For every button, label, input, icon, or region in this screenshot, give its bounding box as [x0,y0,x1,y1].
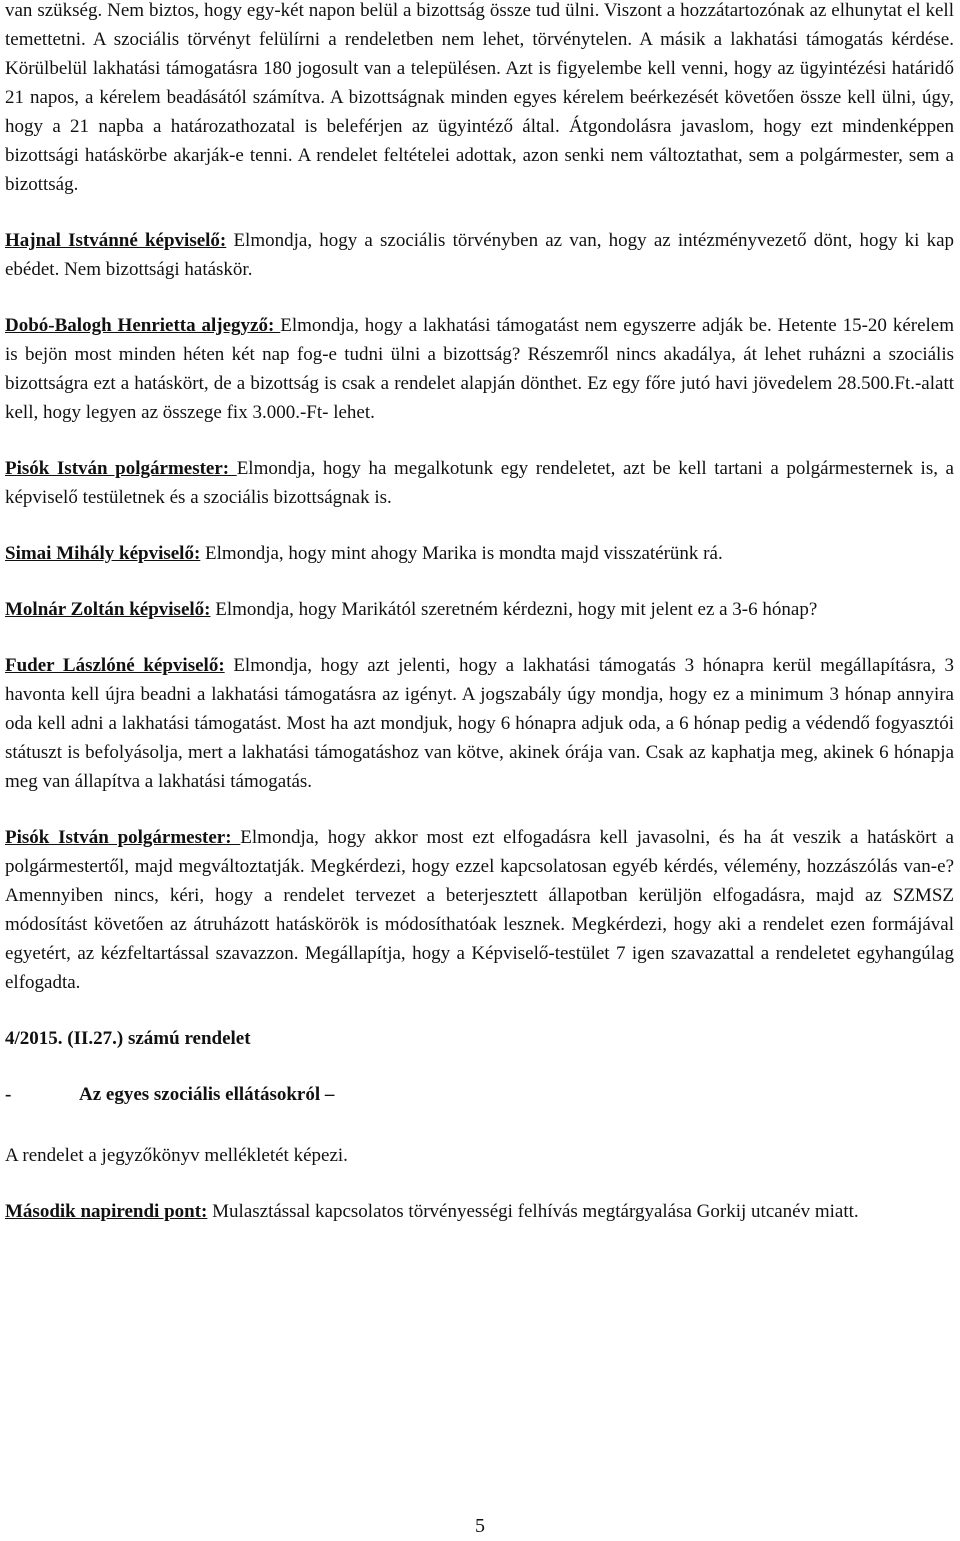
statement-simai [5,539,954,568]
annex-note: A rendelet a jegyzőkönyv mellékletét képezi. [5,1145,348,1166]
speaker-label: Simai Mihály képviselő: [5,543,201,564]
statement-pisok-1 [5,454,954,512]
statement-text: Elmondja, hogy ha megalkotunk egy rendeletet, azt be kell tartani a polgármesternek is, a képviselő testületnek és a szociális bizottságnak is. [5,458,954,508]
agenda-item [5,1197,954,1226]
statement-text: Elmondja, hogy Marikától szeretném kérdezni, hogy mit jelent ez a 3-6 hónap? [210,599,818,620]
statement-fuder [5,651,954,796]
statement-text: Elmondja, hogy a lakhatási támogatást nem egyszerre adják be. Hetente 15-20 kérelem is bejön most minden héten két nap fog-e tudni ülni a bizottság? Részemről nincs akadálya, át lehet ruházni a szociális bizottságra ezt a hatáskört, de a bizottság is csak a rendelet alapján dönthet. Ez egy főre jutó havi jövedelem 28.500.Ft.-alatt kell, hogy legyen az összege fix 3.000.-Ft- lehet. [5,315,954,423]
agenda-text: Mulasztással kapcsolatos törvényességi felhívás megtárgyalása Gorkij utcanév miatt. [207,1201,859,1222]
statement-dobo-balogh [5,311,954,427]
decree-number: 4/2015. (II.27.) számú rendelet [5,1028,251,1049]
agenda-label: Második napirendi pont: [5,1201,208,1222]
speaker-label: Hajnal Istvánné képviselő: [5,230,227,251]
statement-molnar [5,595,954,624]
decree-title-line [5,1080,954,1109]
opening-paragraph: van szükség. Nem biztos, hogy egy-két napon belül a bizottság össze tud ülni. Viszont a hozzátartozónak az elhunytat el kell temettetni. A szociális törvényt felülírni a rendeletben nem lehet, törvénytelen. A másik a lakhatási támogatás kérdése. Körülbelül lakhatási támogatásra 180 jogosult van a településen. Azt is figyelembe kell venni, hogy az ügyintézési határidő 21 napos, a kérelem beadásától számítva. A bizottságnak minden egyes kérelem beérkezését követően össze kell ülni, úgy, hogy a 21 napba a határozathozatal is beleférjen az ügyintéző által. Átgondolásra javaslom, hogy ezt mindenképpen bizottsági hatáskörbe akarják-e tenni. A rendelet feltételei adottak, azon senki nem változtathat, sem a polgármester, sem a bizottság. [5,0,954,195]
statement-hajnal [5,226,954,284]
decree-title: Az egyes szociális ellátásokról – [79,1084,335,1105]
statement-pisok-2 [5,823,954,997]
speaker-label: Pisók István polgármester: [5,458,237,479]
statement-text: Elmondja, hogy azt jelenti, hogy a lakhatási támogatás 3 hónapra kerül megállapításra, 3 havonta kell újra beadni a lakhatási támogatásra az igényt. A jogszabály úgy mondja, hogy ez a minimum 3 hónap annyira oda kell adni a lakhatási támogatást. Most ha azt mondjuk, hogy 6 hónapra adjuk oda, a 6 hónap pedig a védendő fogyasztói státuszt is befolyásolja, mert a lakhatási támogatáshoz van kötve, akinek órája van. Csak az kaphatja meg, akinek 6 hónapja meg van állapítva a lakhatási támogatás. [5,655,954,792]
page-number: 5 [475,1515,485,1537]
statement-text: Elmondja, hogy akkor most ezt elfogadásra kell javasolni, és ha át veszik a hatáskört a polgármestertől, majd megváltoztatják. Megkérdezi, hogy ezzel kapcsolatosan egyéb kérdés, vélemény, hozzászólás van-e? Amennyiben nincs, kéri, hogy a rendelet tervezet a beterjesztett állapotban kerüljön elfogadásra, majd az SZMSZ módosítást követően az átruházott hatáskörök is módosíthatóak lesznek. Megkérdezi, hogy aki a rendelet ezen formájával egyetért, az kézfeltartással szavazzon. Megállapítja, hogy a Képviselő-testület 7 igen szavazattal a rendeletet egyhangúlag elfogadta. [5,827,954,993]
statement-text: Elmondja, hogy a szociális törvényben az van, hogy az intézményvezető dönt, hogy ki kap ebédet. Nem bizottsági hatáskör. [5,230,954,280]
decree-dash: - [5,1084,12,1105]
statement-text: Elmondja, hogy mint ahogy Marika is mondta majd visszatérünk rá. [200,543,723,564]
speaker-label: Pisók István polgármester: [5,827,241,848]
speaker-label: Molnár Zoltán képviselő: [5,599,211,620]
speaker-label: Dobó-Balogh Henrietta aljegyző: [5,315,281,336]
speaker-label: Fuder Lászlóné képviselő: [5,655,225,676]
